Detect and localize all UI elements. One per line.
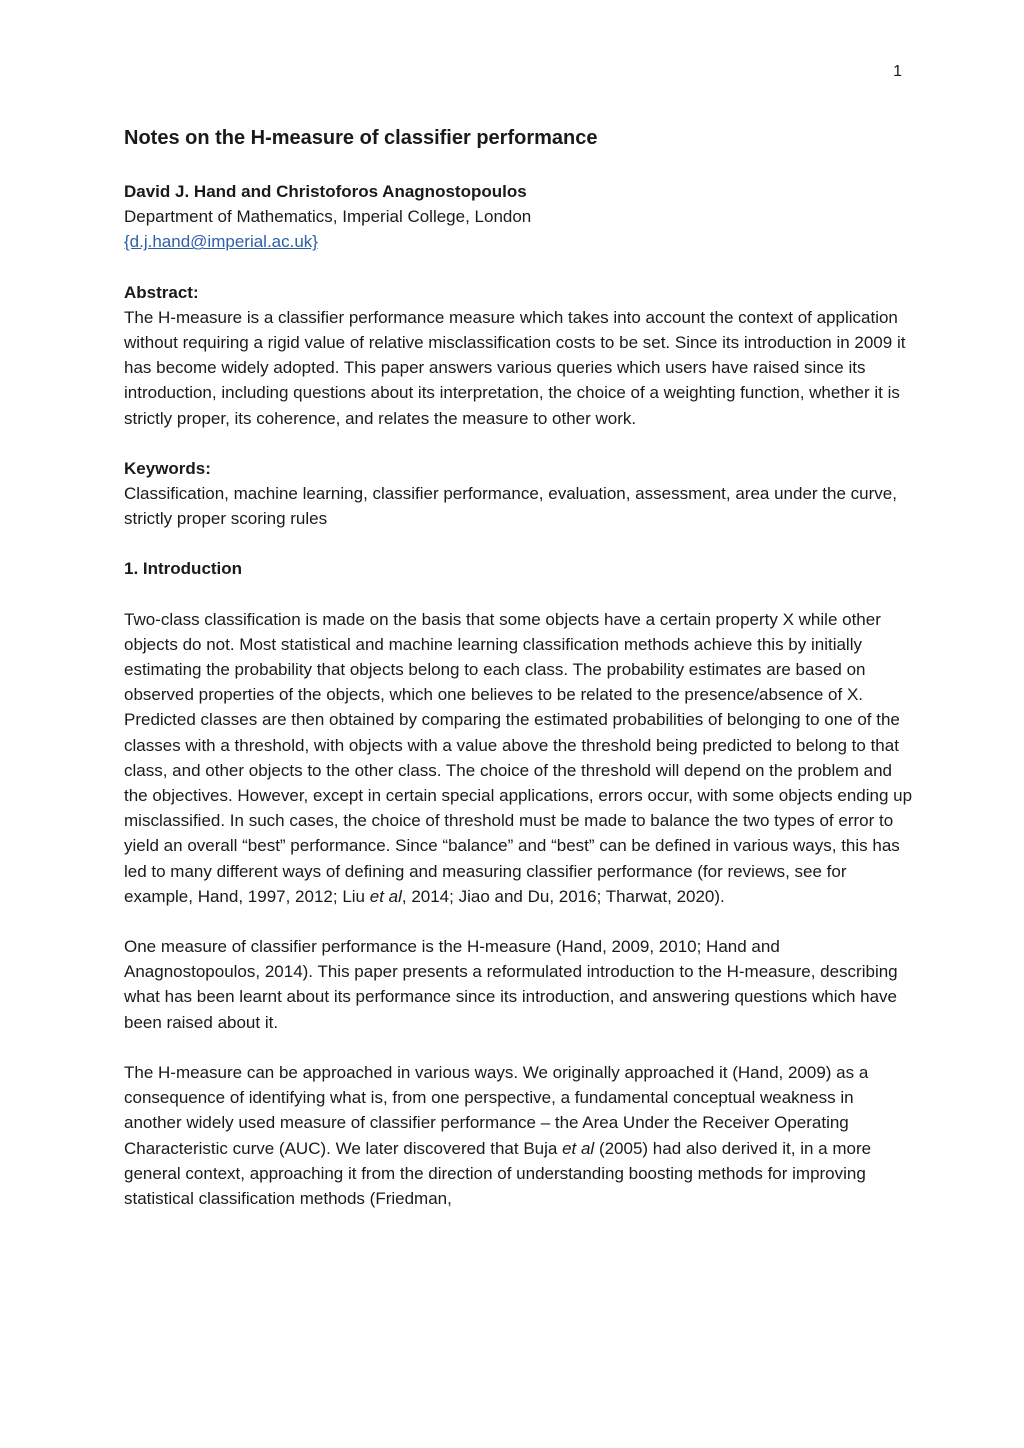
abstract-section <box>124 280 914 431</box>
keywords-text: Classification, machine learning, classifier performance, evaluation, assessment, area under the curve, strictly proper scoring rules <box>124 484 897 529</box>
section-heading-introduction: 1. Introduction <box>124 559 243 579</box>
affiliation: Department of Mathematics, Imperial College, London <box>124 207 532 227</box>
paper-title: Notes on the H-measure of classifier performance <box>124 127 598 149</box>
intro-p3-text-b: (2005) had also derived it, in a more general context, approaching it from the direction of understanding boosting methods for improving statistical classification methods (Friedman, <box>124 1138 872 1208</box>
page-number: 1 <box>893 63 902 80</box>
intro-p1-text-b: , 2014; Jiao and Du, 2016; Tharwat, 2020). <box>401 886 725 906</box>
paper-body <box>124 124 914 1211</box>
email-link[interactable]: {d.j.hand@imperial.ac.uk} <box>124 232 318 252</box>
abstract-text: The H-measure is a classifier performance measure which takes into account the context of application without requiring a rigid value of relative misclassification costs to be set. Since its introduction in 2009 it has become widely adopted. This paper answers various queries which users have raised since its introduction, including questions about its interpretation, the choice of a weighting function, whether it is strictly proper, its coherence, and relates the measure to other work. <box>124 307 906 428</box>
intro-p3-italic: et al <box>562 1138 595 1158</box>
abstract-heading: Abstract: <box>124 282 199 302</box>
intro-p1-text-a: Two-class classification is made on the basis that some objects have a certain property X while other objects do not. Most statistical and machine learning classification methods achieve this by initially estimating the probability that objects belong to each class. The probability estimates are based on observed properties of the objects, which one believes to be related to the presence/absence of X. Predicted classes are then obtained by comparing the estimated probabilities of belonging to one of the classes with a threshold, with objects with a value above the threshold being predicted to belong to that class, and other objects to the other class. The choice of the threshold will depend on the problem and the objectives. However, except in certain special applications, errors occur, with some objects ending up misclassified. In such cases, the choice of threshold must be made to balance the two types of error to yield an overall “best” performance. Since “balance” and “best” can be defined in various ways, this has led to many different ways of defining and measuring classifier performance (for reviews, see for example, Hand, 1997, 2012; Liu <box>124 609 913 906</box>
keywords-heading: Keywords: <box>124 458 211 478</box>
intro-p3-text-a: The H-measure can be approached in various ways. We originally approached it (Hand, 2009) as a consequence of identifying what is, from one perspective, a fundamental conceptual weakness in another widely used measure of classifier performance – the Area Under the Receiver Operating Characteristic curve (AUC). We later discovered that Buja <box>124 1062 869 1158</box>
keywords-section <box>124 456 914 532</box>
author-names: David J. Hand and Christoforos Anagnostopoulos <box>124 182 527 201</box>
intro-paragraph-1 <box>124 607 914 909</box>
intro-paragraph-3 <box>124 1060 914 1211</box>
author-block <box>124 179 914 255</box>
intro-p1-italic: et al <box>369 886 402 906</box>
introduction-section <box>124 556 914 1211</box>
email-line <box>124 229 914 254</box>
intro-paragraph-2: One measure of classifier performance is the H-measure (Hand, 2009, 2010; Hand and Anagnostopoulos, 2014). This paper presents a reformulated introduction to the H-measure, describing what has been learnt about its performance since its introduction, and answering questions which have been raised about it. <box>124 937 898 1032</box>
